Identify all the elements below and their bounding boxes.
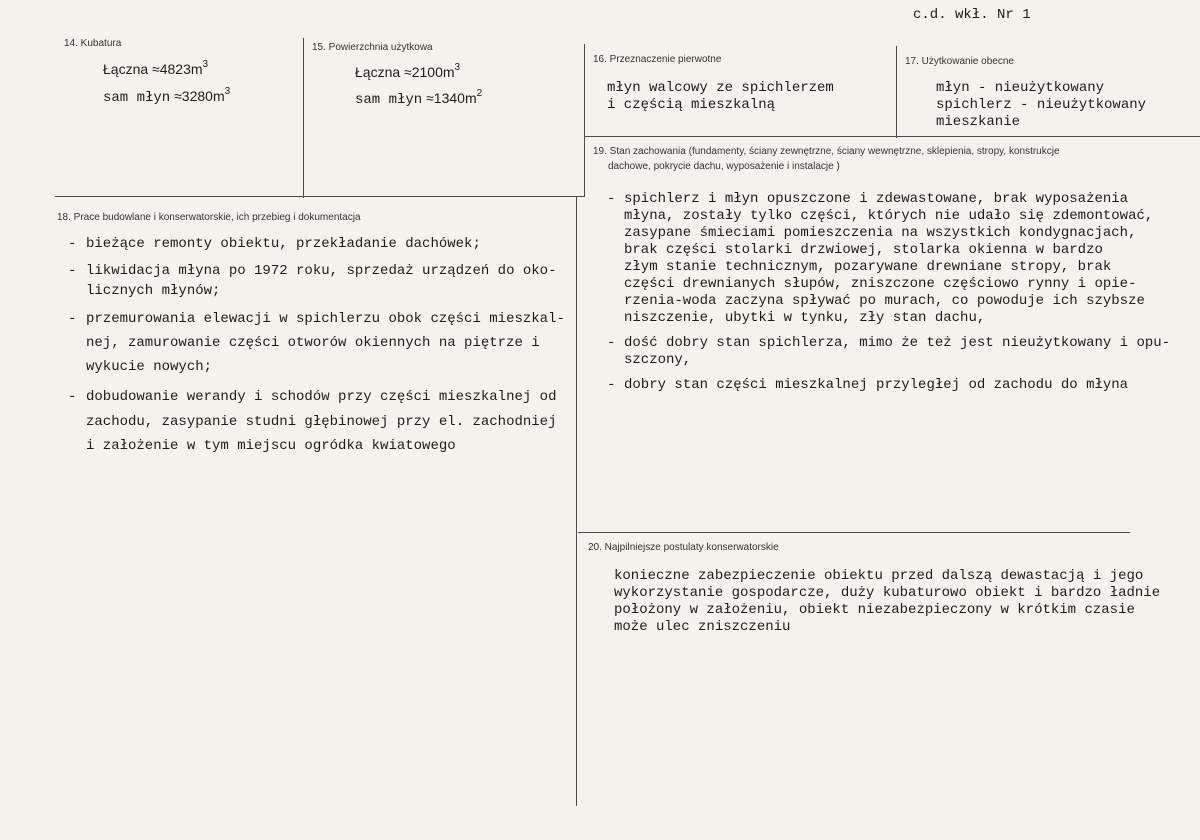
stan-item-line: złym stanie technicznym, pozarywane drewniane stropy, brak <box>624 259 1112 275</box>
powierzchnia-total-exp: 3 <box>454 62 461 73</box>
postulaty-label: 20. Najpilniejsze postulaty konserwatorskie <box>588 542 779 553</box>
powierzchnia-mill-value: 1340m <box>433 90 477 106</box>
divider-left-right-lower <box>576 196 577 806</box>
card-continuation-ref: c.d. wkł. Nr 1 <box>913 7 1031 23</box>
powierzchnia-mill-exp: 2 <box>476 88 483 99</box>
bullet-dash: - <box>607 335 616 351</box>
stan-item-line: szczony, <box>624 352 692 368</box>
powierzchnia-total-value: 2100m <box>411 64 455 80</box>
kubatura-total-line <box>103 61 208 77</box>
kubatura-total-exp: 3 <box>202 59 209 70</box>
kubatura-mill-value: 3280m <box>181 88 225 104</box>
prace-item-line: zachodu, zasypanie studni głębinowej przy el. zachodniej <box>86 414 557 430</box>
prace-item-line: likwidacja młyna po 1972 roku, sprzedaż urządzeń do oko- <box>86 263 557 279</box>
kubatura-mill-line <box>103 88 230 106</box>
uzytkowanie-line: młyn - nieużytkowany <box>936 80 1105 96</box>
powierzchnia-total-line <box>355 64 460 80</box>
przeznaczenie-label: 16. Przeznaczenie pierwotne <box>593 54 722 65</box>
powierzchnia-mill-line <box>355 90 482 108</box>
uzytkowanie-line: spichlerz - nieużytkowany <box>936 97 1147 113</box>
postulaty-line: konieczne zabezpieczenie obiektu przed dalszą dewastacją i jego <box>614 568 1144 584</box>
prace-item-line: bieżące remonty obiektu, przekładanie dachówek; <box>86 236 481 252</box>
postulaty-line: może ulec zniszczeniu <box>614 619 791 635</box>
kubatura-mill-exp: 3 <box>224 86 231 97</box>
postulaty-line: położony w założeniu, obiekt niezabezpieczony w krótkim czasie <box>614 602 1135 618</box>
bullet-dash: - <box>68 236 77 252</box>
kubatura-label: 14. Kubatura <box>64 38 122 49</box>
prace-item-line: przemurowania elewacji w spichlerzu obok części mieszkal- <box>86 311 565 327</box>
prace-label: 18. Prace budowlane i konserwatorskie, ich przebieg i dokumentacja <box>57 212 361 223</box>
uzytkowanie-label: 17. Użytkowanie obecne <box>905 56 1014 67</box>
bullet-dash: - <box>607 377 616 393</box>
stan-item-line: niszczenie, ubytki w tynku, zły stan dachu, <box>624 310 986 326</box>
stan-item-line: dobry stan części mieszkalnej przyległej od zachodu do młyna <box>624 377 1129 393</box>
kubatura-mill-key: sam młyn <box>103 90 171 106</box>
divider-kub-pow <box>303 38 304 198</box>
przeznaczenie-line: młyn walcowy ze spichlerzem <box>607 80 834 96</box>
bullet-dash: - <box>68 389 77 405</box>
approx-icon: ≈ <box>404 64 412 80</box>
kubatura-total-value: 4823m <box>159 61 203 77</box>
stan-item-line: zasypane śmieciami pomieszczenia na wszystkich kondygnacjach, <box>624 225 1137 241</box>
divider-left-right <box>584 44 585 196</box>
prace-item-line: nej, zamurowanie części otworów okiennych na piętrze i <box>86 335 540 351</box>
stan-item-line: brak części stolarki drzwiowej, stolarka okienna w bardzo <box>624 242 1103 258</box>
divider-16-19 <box>584 136 1200 137</box>
approx-icon: ≈ <box>426 90 434 106</box>
stan-label-cont: dachowe, pokrycie dachu, wyposażenie i instalacje ) <box>608 161 840 172</box>
stan-item-line: młyna, zostały tylko części, których nie udało się zdemontować, <box>624 208 1154 224</box>
powierzchnia-mill-key: sam młyn <box>355 92 423 108</box>
divider-top-18 <box>55 196 585 197</box>
stan-item-line: dość dobry stan spichlerza, mimo że też jest nieużytkowany i opu- <box>624 335 1171 351</box>
prace-item-line: dobudowanie werandy i schodów przy części mieszkalnej od <box>86 389 557 405</box>
bullet-dash: - <box>607 191 616 207</box>
bullet-dash: - <box>68 263 77 279</box>
uzytkowanie-line: mieszkanie <box>936 114 1021 130</box>
prace-item-line: licznych młynów; <box>86 283 221 299</box>
approx-icon: ≈ <box>152 61 160 77</box>
postulaty-line: wykorzystanie gospodarcze, duży kubaturowo obiekt i bardzo ładnie <box>614 585 1161 601</box>
stan-item-line: części drewnianych słupów, zniszczone częściowo rynny i opie- <box>624 276 1137 292</box>
stan-item-line: spichlerz i młyn opuszczone i zdewastowane, brak wyposażenia <box>624 191 1129 207</box>
divider-19-20 <box>578 532 1130 533</box>
powierzchnia-label: 15. Powierzchnia użytkowa <box>312 42 433 53</box>
stan-label: 19. Stan zachowania (fundamenty, ściany zewnętrzne, ściany wewnętrzne, sklepienia, stropy, konstrukcje <box>593 146 1060 157</box>
przeznaczenie-line: i częścią mieszkalną <box>607 97 776 113</box>
divider-16-17 <box>896 46 897 138</box>
powierzchnia-total-key: Łączna <box>355 64 401 80</box>
kubatura-total-key: Łączna <box>103 61 149 77</box>
stan-item-line: rzenia-woda zaczyna spływać po murach, co powoduje ich szybsze <box>624 293 1145 309</box>
approx-icon: ≈ <box>174 88 182 104</box>
prace-item-line: i założenie w tym miejscu ogródka kwiatowego <box>86 438 456 454</box>
prace-item-line: wykucie nowych; <box>86 359 213 375</box>
bullet-dash: - <box>68 311 77 327</box>
